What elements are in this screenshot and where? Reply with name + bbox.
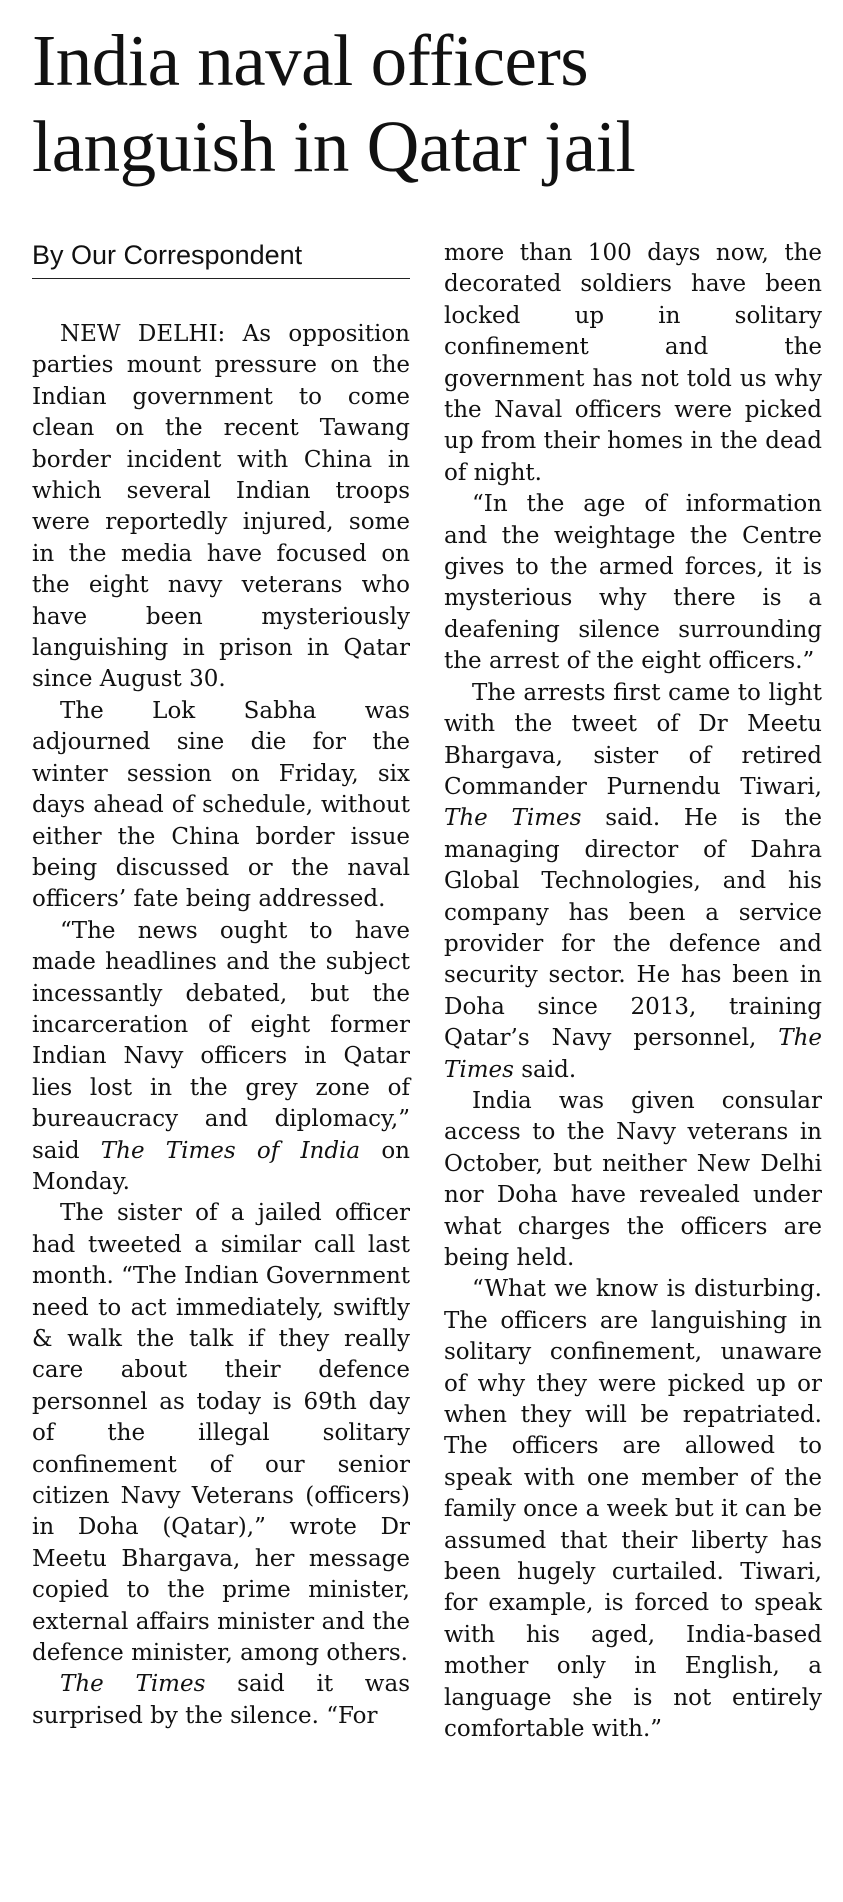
publication-name-italic: The Times [60,1671,206,1698]
paragraph-3-text-a: “The news ought to have made headlines and the subject incessantly debated, but the incarceration of eight former Indian Navy officers in Qatar lies lost in the grey zone of bureaucracy and diplomacy,” said [32,917,410,1164]
paragraph-3 [32,916,410,1199]
publication-name-italic: The Times [444,1025,822,1083]
paragraph-3-text-b: on Monday. [32,1137,410,1195]
publication-name-italic: The Times [444,805,582,832]
headline-line-2: languish in Qatar jail [32,106,636,187]
paragraph-1: NEW DELHI: As opposition parties mount pressure on the Indian government to come clean on the recent Tawang border incident with China in which several Indian troops were reportedly injured, some in the media have focused on the eight navy veterans who have been mysteriously languishing in prison in Qatar since August 30. [32,321,410,693]
paragraph-arrests [444,678,822,1086]
publication-name-italic: The Times of India [100,1137,361,1164]
paragraph-arrests-text-a: The arrests first came to light with the tweet of Dr Meetu Bhargava, sister of retired Commander Purnendu Tiwari, [444,679,822,800]
headline [32,18,823,190]
column-left [32,238,410,1746]
paragraph-family-quote: “What we know is disturbing. The officers are languishing in solitary confinement, unaware of why they were picked up or when they will be repatriated. The officers are allowed to speak with one member of the family once a week but it can be assumed that their liberty has been hugely curtailed. Tiwari, for example, is forced to speak with his aged, India-based mother only in English, a language she is not entirely comfortable with.” [444,1276,822,1743]
paragraph-5 [32,1669,410,1732]
headline-line-1: India naval officers [32,20,589,101]
paragraph-arrests-text-c: said. [513,1056,577,1083]
paragraph-5-text: said it was surprised by the silence. “For [32,1671,410,1729]
paragraph-4: The sister of a jailed officer had tweeted a similar call last month. “The Indian Government need to act immediately, swiftly & walk the talk if they really care about their defence personnel as today is 69th day of the illegal solitary confinement of our senior citizen Navy Veterans (officers) in Doha (Qatar),” wrote Dr Meetu Bhargava, her message copied to the prime minister, external affairs minister and the defence minister, among others. [32,1200,410,1667]
paragraph-quote: “In the age of information and the weightage the Centre gives to the armed forces, it is mysterious why there is a deafening silence surrounding the arrest of the eight officers.” [444,491,822,675]
column-right [444,238,822,1746]
byline: By Our Correspondent [32,238,410,279]
paragraph-arrests-text-b: said. He is the managing director of Dahra Global Technologies, and his company has been a service provider for the defence and security sector. He has been in Doha since 2013, training Qatar’s Navy personnel, [444,805,822,1052]
article-columns [32,238,822,1746]
paragraph-continued: more than 100 days now, the decorated soldiers have been locked up in solitary confinement and the government has not told us why the Naval officers were picked up from their homes in the dead of night. [444,240,822,486]
paragraph-consular: India was given consular access to the Navy veterans in October, but neither New Delhi nor Doha have revealed under what charges the officers are being held. [444,1087,822,1271]
paragraph-2: The Lok Sabha was adjourned sine die for the winter session on Friday, six days ahead of schedule, without either the China border issue being discussed or the naval officers’ fate being addressed. [32,697,410,913]
